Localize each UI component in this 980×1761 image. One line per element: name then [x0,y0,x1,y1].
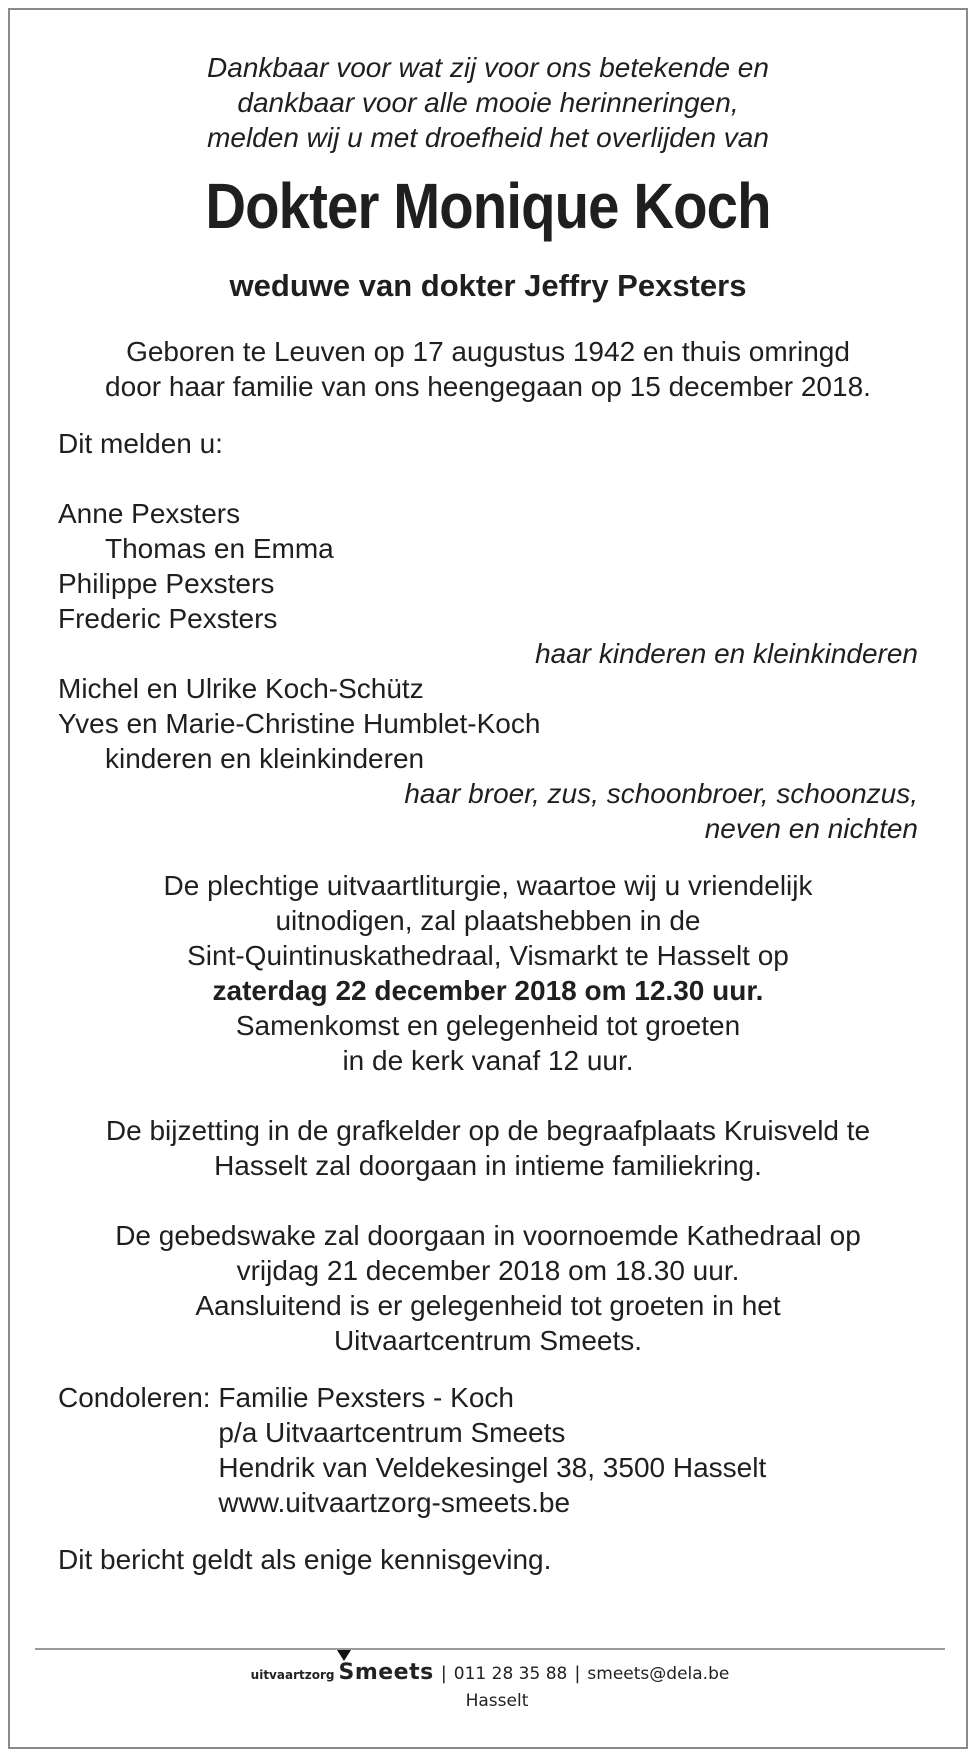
grandchildren: Thomas en Emma [105,533,334,564]
footer-phone: 011 28 35 88 [453,1664,568,1684]
ceremony-line: De plechtige uitvaartliturgie, waartoe wij u vriendelijk [163,870,813,901]
condolences-address [218,1380,766,1520]
condolences-line: Hendrik van Veldekesingel 38, 3500 Hasselt [218,1452,767,1483]
family-member: Philippe Pexsters [58,568,275,599]
logo-big-text: Smeets [338,1660,434,1685]
family-role: haar kinderen en kleinkinderen [535,638,918,669]
intro-line: melden wij u met droefheid het overlijden van [207,122,769,153]
footer-contact-line [0,1660,980,1685]
condolences-block [58,1380,918,1520]
wake-line: vrijdag 21 december 2018 om 18.30 uur. [236,1255,740,1286]
family-role: neven en nichten [704,813,918,844]
family-list [58,496,918,846]
funeral-home-logo [251,1660,434,1685]
intro-line: Dankbaar voor wat zij voor ons betekende en [207,52,769,83]
ceremony-line: in de kerk vanaf 12 uur. [342,1045,634,1076]
condolences-label: Condoleren: [58,1382,219,1413]
wake-text [58,1218,918,1358]
ceremony-line: Samenkomst en gelegenheid tot groeten [235,1010,741,1041]
family-member: Michel en Ulrike Koch-Schütz [58,673,424,704]
burial-text [58,1113,918,1183]
logo-small-text: uitvaartzorg [250,1668,335,1682]
condolences-website: www.uitvaartzorg-smeets.be [218,1487,571,1518]
intro-text [58,50,918,155]
notice-text: Dit bericht geldt als enige kennisgeving. [58,1544,552,1575]
separator: | [440,1663,447,1684]
birth-line: Geboren te Leuven op 17 augustus 1942 en thuis omringd [126,336,850,367]
obituary-document [58,50,918,1577]
wake-line: Uitvaartcentrum Smeets. [333,1325,643,1356]
condolences-line: p/a Uitvaartcentrum Smeets [218,1417,566,1448]
deceased-name: Dokter Monique Koch [205,170,771,242]
wake-line: Aansluitend is er gelegenheid tot groeten in het [195,1290,781,1321]
ceremony-text [58,868,918,1078]
ceremony-date: zaterdag 22 december 2018 om 12.30 uur. [212,975,764,1006]
burial-line: De bijzetting in de grafkelder op de begraafplaats Kruisveld te [105,1115,871,1146]
footer [0,1660,980,1711]
family-member: Frederic Pexsters [58,603,278,634]
footer-email: smeets@dela.be [587,1664,730,1684]
birth-line: door haar familie van ons heengegaan op 15 december 2018. [105,371,871,402]
footer-divider [35,1648,945,1650]
footer-city: Hasselt [465,1691,529,1711]
family-member: Yves en Marie-Christine Humblet-Koch [58,708,541,739]
widow-subtitle: weduwe van dokter Jeffry Pexsters [229,268,747,303]
birth-text [58,334,918,404]
triangle-icon [337,1650,351,1661]
wake-line: De gebedswake zal doorgaan in voornoemde Kathedraal op [115,1220,861,1251]
announce-text: Dit melden u: [58,428,223,459]
family-member: Anne Pexsters [58,498,241,529]
intro-line: dankbaar voor alle mooie herinneringen, [237,87,739,118]
ceremony-line: uitnodigen, zal plaatshebben in de [275,905,701,936]
separator: | [574,1663,581,1684]
family-member: kinderen en kleinkinderen [105,743,425,774]
ceremony-line: Sint-Quintinuskathedraal, Vismarkt te Hasselt op [187,940,789,971]
family-role: haar broer, zus, schoonbroer, schoonzus, [404,778,918,809]
condolences-line: Familie Pexsters - Koch [218,1382,514,1413]
burial-line: Hasselt zal doorgaan in intieme familiekring. [214,1150,762,1181]
